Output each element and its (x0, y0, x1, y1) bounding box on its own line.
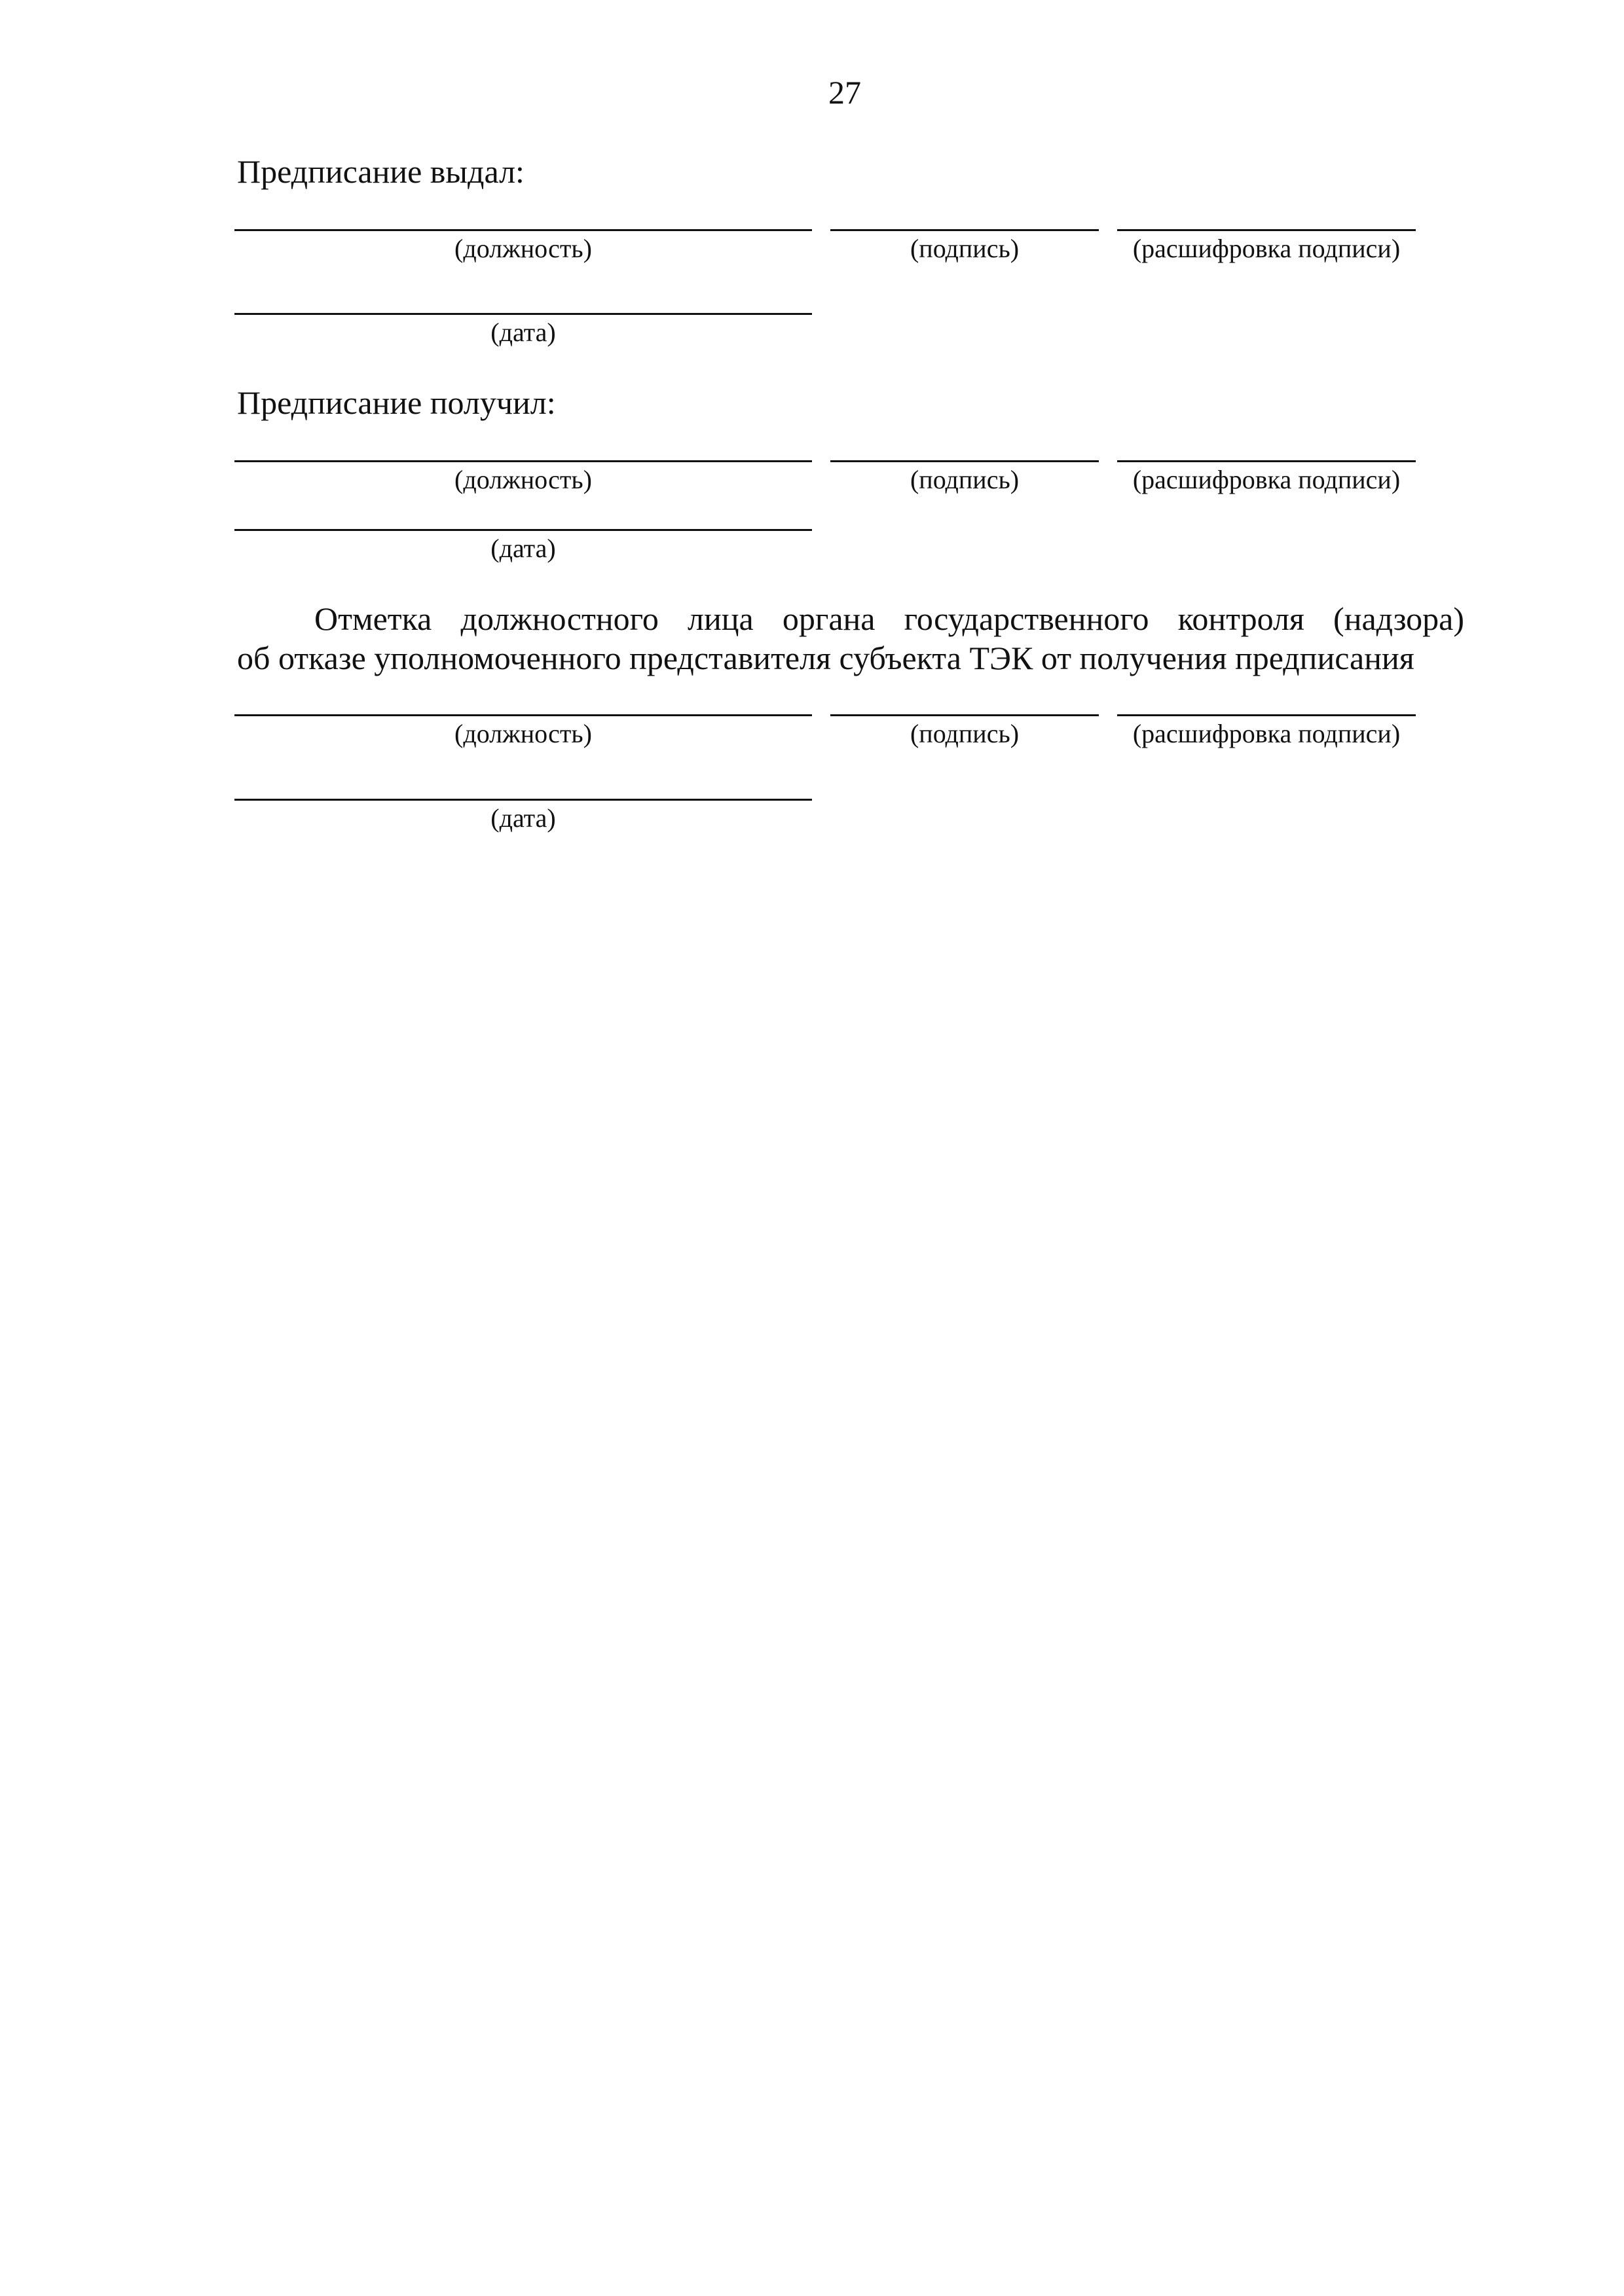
refusal-date-caption: (дата) (490, 803, 556, 833)
refusal-signature-field[interactable] (830, 714, 1099, 716)
issued-position-caption: (должность) (454, 234, 592, 263)
refusal-position-field[interactable] (234, 714, 812, 716)
received-by-heading: Предписание получил: (237, 384, 556, 421)
refusal-date-field[interactable] (234, 799, 812, 801)
received-date-field[interactable] (234, 529, 812, 531)
issued-by-heading: Предписание выдал: (237, 153, 525, 190)
page-number: 27 (828, 74, 861, 111)
issued-date-caption: (дата) (490, 318, 556, 347)
refusal-signature-decode-caption: (расшифровка подписи) (1132, 719, 1401, 748)
issued-position-field[interactable] (234, 229, 812, 231)
refusal-mark-line-2: об отказе уполномоченного представителя субъекта ТЭК от получения предписания (237, 640, 1414, 676)
received-position-caption: (должность) (454, 465, 592, 494)
received-signature-caption: (подпись) (910, 465, 1020, 494)
refusal-signature-caption: (подпись) (910, 719, 1020, 748)
received-position-field[interactable] (234, 460, 812, 462)
received-signature-decode-field[interactable] (1117, 460, 1416, 462)
issued-signature-decode-caption: (расшифровка подписи) (1132, 234, 1401, 263)
issued-signature-caption: (подпись) (910, 234, 1020, 263)
received-date-caption: (дата) (490, 534, 556, 563)
issued-date-field[interactable] (234, 313, 812, 315)
refusal-signature-decode-field[interactable] (1117, 714, 1416, 716)
refusal-mark-line-1: Отметка должностного лица органа государственного контроля (надзора) (314, 600, 1464, 637)
received-signature-field[interactable] (830, 460, 1099, 462)
issued-signature-field[interactable] (830, 229, 1099, 231)
issued-signature-decode-field[interactable] (1117, 229, 1416, 231)
refusal-mark-paragraph (237, 599, 1464, 678)
refusal-position-caption: (должность) (454, 719, 592, 748)
received-signature-decode-caption: (расшифровка подписи) (1132, 465, 1401, 494)
